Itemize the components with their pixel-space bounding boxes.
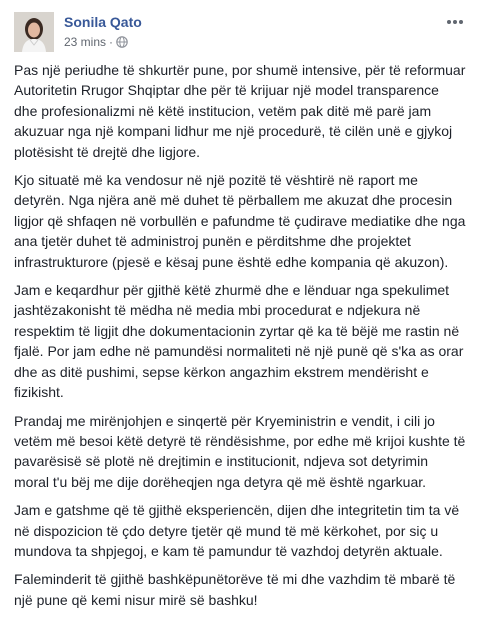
globe-icon[interactable] <box>116 36 128 48</box>
post-paragraph: Pas një periudhe të shkurtër pune, por shumë intensive, për të reformuar Autoritetin Rrugor Shqiptar dhe për të krijuar një model transparence dhe profesionalizmi në këtë institucion, vetëm pak ditë më parë jam akuzuar nga një kompani lidhur me një procedurë, të cilën unë e gjykoj plotësisht të drejtë dhe ligjore. <box>14 62 466 160</box>
post-header <box>14 12 469 54</box>
meta-separator: · <box>109 35 114 49</box>
post-meta <box>64 35 128 49</box>
post-paragraph: Jam e keqardhur për gjithë këtë zhurmë dhe e lënduar nga spekulimet jashtëzakonisht të mëdha në media mbi procedurat e ndjekura në respektim të ligjit dhe dokumentacionin zyrtar që ka të bëjë me rastin në fjalë. Por jam edhe në pamundësi normaliteti në një punë që s'ka as orar dhe as ditë pushimi, sepse kërkon angazhim ekstrem mendërisht e fizikisht. <box>14 282 464 401</box>
more-options-icon[interactable] <box>443 14 467 30</box>
post-content <box>14 60 466 618</box>
post-paragraph: Kjo situatë më ka vendosur në një pozitë të vështirë në raport me detyrën. Nga njëra anë më duhet të përballem me akuzat dhe procesin ligjor që shfaqen në vorbullën e pafundme të çudirave mediatike dhe nga ana tjetër duhet të administroj punën e përditshme dhe projektet infrastrukturore (pjesë e kësaj pune është edhe kompania që akuzon). <box>14 172 466 270</box>
post-timestamp[interactable]: 23 mins <box>64 35 107 49</box>
post-paragraph: Faleminderit të gjithë bashkëpunëtorëve të mi dhe vazhdim të mbarë të një pune që kemi nisur mirë së bashku! <box>14 571 456 608</box>
avatar[interactable] <box>14 12 54 52</box>
post-paragraph: Jam e gatshme që të gjithë eksperiencën, dijen dhe integritetin tim ta vë në dispozicion të çdo detyre tjetër që mund të më kërkohet, por siç u mundova ta shpjegoj, e kam të pamundur të vazhdoj detyrën aktuale. <box>14 502 460 559</box>
profile-photo <box>14 12 54 52</box>
author-name[interactable]: Sonila Qato <box>64 14 142 30</box>
post-paragraph: Prandaj me mirënjohjen e sinqertë për Kryeministrin e vendit, i cili jo vetëm më besoi këtë detyrë të rëndësishme, por edhe më krijoi kushte të pavarësisë së plotë në drejtimin e institucionit, ndjeva sot detyrimin moral t'u bëj me dije dorëheqjen nga detyra që më është ngarkuar. <box>14 412 466 490</box>
